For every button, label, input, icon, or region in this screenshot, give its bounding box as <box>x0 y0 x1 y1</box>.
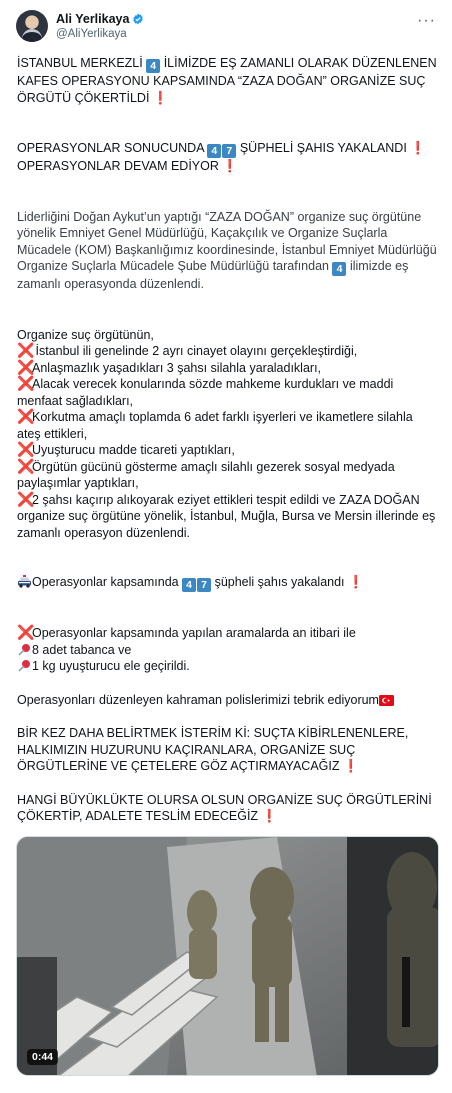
list-item-text: İstanbul ili genelinde 2 ayrı cinayet olayını gerçekleştirdiği, <box>35 344 358 358</box>
keycap-4-icon: 4 <box>182 578 196 592</box>
exclamation-icon: ❗ <box>261 809 278 823</box>
paragraph-seized <box>17 625 439 675</box>
list-item-text: Alacak verecek konularında sözde mahkeme kurdukları ve maddi menfaat sağladıkları, <box>17 377 394 408</box>
paragraph-promise <box>17 792 439 825</box>
list-item-text: Örgütün gücünü gösterme amaçlı silahlı gezerek sosyal medyada paylaşımlar yaptıkları, <box>17 459 395 490</box>
more-options-icon[interactable]: ··· <box>417 12 436 29</box>
cross-mark-icon: ❌ <box>17 457 35 474</box>
cross-mark-icon: ❌ <box>17 375 35 391</box>
keycap-4-icon: 4 <box>332 262 346 276</box>
captured-text: şüpheli şahıs yakalandı <box>214 575 345 589</box>
list-item <box>17 442 439 459</box>
list-item-text: Uyuşturucu madde ticareti yaptıkları, <box>32 443 235 457</box>
cross-mark-icon: ❌ <box>17 624 35 640</box>
paragraph-congrats <box>17 692 439 709</box>
verified-badge-icon <box>132 13 144 25</box>
video-player[interactable] <box>16 836 439 1076</box>
author-name[interactable]: Ali Yerlikaya <box>56 12 130 26</box>
author-name-row <box>56 12 144 26</box>
list-item <box>17 360 439 377</box>
exclamation-icon: ❗ <box>410 141 426 155</box>
keycap-4-icon: 4 <box>146 59 160 73</box>
cross-mark-icon: ❌ <box>17 408 35 424</box>
cross-mark-icon: ❌ <box>17 358 35 375</box>
turkey-flag-icon <box>379 695 394 706</box>
police-car-icon <box>17 575 32 588</box>
arrests-text: ŞÜPHELİ ŞAHIS YAKALANDI <box>239 141 407 155</box>
list-item <box>17 343 439 360</box>
captured-text: Operasyonlar kapsamında <box>32 575 179 589</box>
details-text: Liderliğini Doğan Aykut’un yaptığı “ZAZA DOĞAN” organize suç örgütüne yönelik Emniyet Genel Müdürlüğü, Kaçakçılık ve Organize Suçlarla Mücadele (KOM) Başkanlığımız koordinesinde, İstanbul Emniyet Müdürlüğü Organize Suçlarla Mücadele Şube Müdürlüğü tarafından <box>17 209 437 273</box>
congrats-text: Operasyonları düzenleyen kahraman polislerimizi tebrik ediyorum <box>17 692 379 707</box>
avatar[interactable] <box>16 10 48 42</box>
seized-guns-text: 8 adet tabanca ve <box>32 642 132 657</box>
details-text: ilimizde eş zamanlı operasyonda düzenlendi. <box>17 259 409 291</box>
video-duration: 0:44 <box>27 1049 58 1065</box>
pushpin-icon <box>17 659 32 672</box>
keycap-7-icon: 7 <box>222 144 236 158</box>
tweet-header <box>16 10 436 44</box>
list-intro: Organize suç örgütünün, <box>17 327 154 342</box>
cross-mark-icon: ❌ <box>17 490 35 507</box>
pushpin-icon <box>17 643 32 656</box>
paragraph-details <box>17 209 439 293</box>
list-item <box>17 492 439 542</box>
exclamation-icon: ❗ <box>343 759 359 773</box>
keycap-4-icon: 4 <box>207 144 221 158</box>
keycap-7-icon: 7 <box>197 578 211 592</box>
tweet-text <box>17 55 439 858</box>
exclamation-icon: ❗ <box>152 90 169 105</box>
paragraph-warning <box>17 725 439 775</box>
list-item-text: 2 şahsı kaçırıp alıkoyarak eziyet ettikleri tespit edildi ve ZAZA DOĞAN organize suç örgütüne yönelik, İstanbul, Muğla, Bursa ve Mersin illerinde eş zamanlı operasyon düzenlendi. <box>17 492 436 540</box>
cross-mark-icon: ❌ <box>17 342 35 358</box>
list-item-text: Anlaşmazlık yaşadıkları 3 şahsı silahla yaraladıkları, <box>32 360 322 375</box>
list-item <box>17 376 439 409</box>
seized-text: Operasyonlar kapsamında yapılan aramalarda an itibari ile <box>32 626 356 640</box>
list-item <box>17 409 439 442</box>
promise-text: HANGİ BÜYÜKLÜKTE OLURSA OLSUN ORGANİZE SUÇ ÖRGÜTLERİNİ ÇÖKERTİP, ADALETE TESLİM EDECEĞİZ <box>17 792 432 823</box>
paragraph-arrests <box>17 140 439 175</box>
list-item <box>17 459 439 492</box>
list-item-text: Korkutma amaçlı toplamda 6 adet farklı işyerleri ve ikametlere silahla ateş ettikleri, <box>17 410 413 441</box>
seized-drugs-text: 1 kg uyuşturucu ele geçirildi. <box>32 659 190 673</box>
operations-ongoing-text: OPERASYONLAR DEVAM EDİYOR <box>17 159 219 173</box>
cross-mark-icon: ❌ <box>17 441 35 457</box>
headline-part: İSTANBUL MERKEZLİ <box>17 56 143 70</box>
exclamation-icon: ❗ <box>348 575 364 589</box>
video-thumbnail <box>17 837 439 1076</box>
paragraph-captured <box>17 574 439 592</box>
arrests-text: OPERASYONLAR SONUCUNDA <box>17 141 204 155</box>
headline-part: İLİMİZDE EŞ ZAMANLI OLARAK DÜZENLENEN KAFES OPERASYONU KAPSAMINDA “ZAZA DOĞAN” ORGANİZE SUÇ ÖRGÜTÜ ÇÖKERTİLDİ <box>17 56 437 105</box>
author-handle[interactable]: @AliYerlikaya <box>56 28 127 40</box>
paragraph-headline <box>17 55 439 106</box>
warning-text: BİR KEZ DAHA BELİRTMEK İSTERİM Kİ: SUÇTA KİBİRLENENLERE, HALKIMIZIN HUZURUNU KAÇIRANLARA, ORGANİZE SUÇ ÖRGÜTLERİNE VE ÇETELERE GÖZ AÇTIRMAYACAĞIZ <box>17 726 409 773</box>
exclamation-icon: ❗ <box>222 159 238 173</box>
